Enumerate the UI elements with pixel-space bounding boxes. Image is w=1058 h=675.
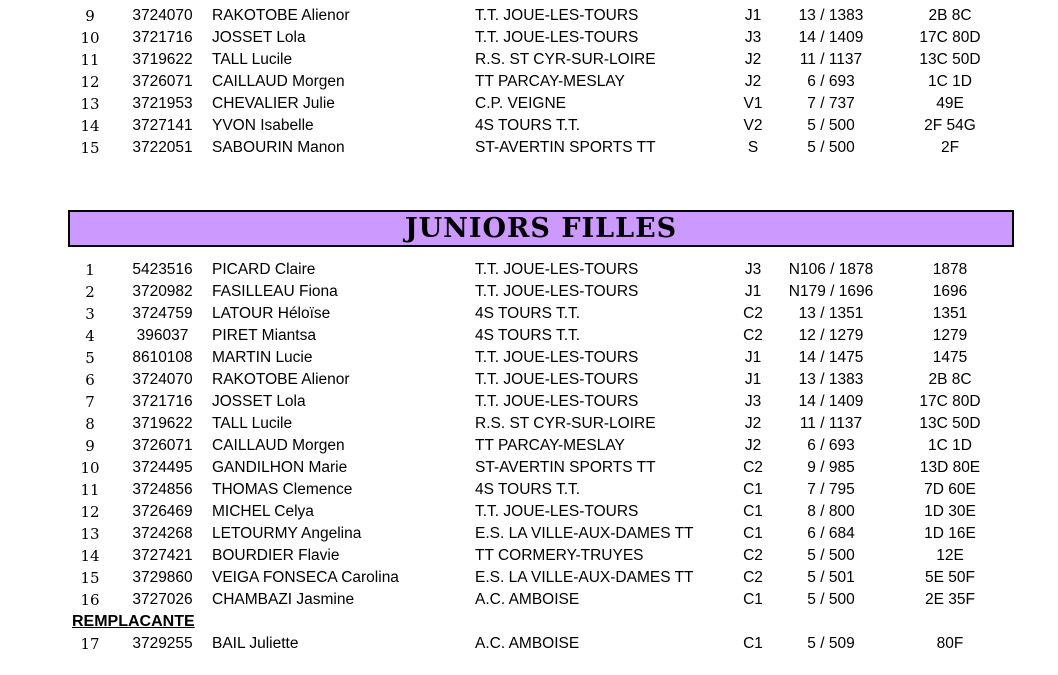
table-row: [0, 115, 1058, 137]
club-cell: ST-AVERTIN SPORTS TT: [475, 459, 656, 476]
player-name-cell: LETOURMY Angelina: [212, 525, 362, 542]
license-cell: 3720982: [132, 283, 193, 300]
points-cell: 5 / 500: [807, 117, 855, 134]
player-name-cell: MARTIN Lucie: [212, 349, 313, 366]
points-cell: 6 / 693: [807, 437, 855, 454]
license-cell: 3719622: [132, 415, 193, 432]
section-title: JUNIORS FILLES: [404, 213, 678, 244]
category-cell: J2: [744, 51, 762, 68]
result-cell: 2B 8C: [928, 371, 972, 388]
club-cell: T.T. JOUE-LES-TOURS: [475, 503, 639, 520]
result-cell: 12E: [936, 547, 964, 564]
player-name-cell: CAILLAUD Morgen: [212, 437, 345, 454]
rank-cell: 16: [80, 591, 100, 609]
rank-cell: 14: [80, 547, 100, 565]
result-cell: 1351: [932, 305, 968, 322]
player-name-cell: JOSSET Lola: [212, 393, 306, 410]
player-name-cell: PICARD Claire: [212, 261, 316, 278]
club-cell: E.S. LA VILLE-AUX-DAMES TT: [475, 525, 694, 542]
points-cell: 7 / 737: [807, 95, 855, 112]
license-cell: 3727026: [132, 591, 193, 608]
category-cell: J2: [744, 437, 762, 454]
rank-cell: 6: [85, 371, 95, 389]
license-cell: 3727421: [132, 547, 193, 564]
club-cell: C.P. VEIGNE: [475, 95, 567, 112]
rank-cell: 12: [80, 503, 100, 521]
category-cell: V1: [743, 95, 763, 112]
table-row: [0, 413, 1058, 435]
points-cell: 13 / 1383: [798, 371, 864, 388]
license-cell: 3727141: [132, 117, 193, 134]
rank-cell: 9: [85, 437, 95, 455]
player-name-cell: YVON Isabelle: [212, 117, 314, 134]
player-name-cell: THOMAS Clemence: [212, 481, 353, 498]
table-row: [0, 545, 1058, 567]
player-name-cell: TALL Lucile: [212, 415, 293, 432]
license-cell: 3726469: [132, 503, 193, 520]
result-cell: 2F: [940, 139, 960, 156]
result-cell: 13D 80E: [919, 459, 981, 476]
points-cell: 6 / 684: [807, 525, 855, 542]
category-cell: V2: [743, 117, 763, 134]
table-row: [0, 71, 1058, 93]
table-row: [0, 369, 1058, 391]
rank-cell: 9: [85, 7, 95, 25]
points-cell: 12 / 1279: [798, 327, 864, 344]
result-cell: 1D 16E: [924, 525, 976, 542]
category-cell: J3: [744, 393, 762, 410]
points-cell: 14 / 1409: [798, 29, 864, 46]
table-row: [0, 347, 1058, 369]
club-cell: TT CORMERY-TRUYES: [475, 547, 644, 564]
table-row: [0, 457, 1058, 479]
club-cell: 4S TOURS T.T.: [475, 305, 581, 322]
rank-cell: 2: [85, 283, 95, 301]
license-cell: 3724856: [132, 481, 193, 498]
category-cell: C1: [743, 481, 763, 498]
rank-cell: 4: [85, 327, 95, 345]
club-cell: TT PARCAY-MESLAY: [475, 437, 625, 454]
points-cell: 5 / 500: [807, 591, 855, 608]
club-cell: T.T. JOUE-LES-TOURS: [475, 393, 639, 410]
points-cell: 11 / 1137: [799, 51, 863, 68]
result-cell: 13C 50D: [919, 415, 981, 432]
category-cell: C1: [743, 525, 763, 542]
points-cell: 5 / 501: [807, 569, 855, 586]
result-cell: 13C 50D: [919, 51, 981, 68]
license-cell: 3722051: [132, 139, 193, 156]
table-row: [0, 303, 1058, 325]
rank-cell: 5: [85, 349, 95, 367]
result-cell: 7D 60E: [924, 481, 976, 498]
club-cell: A.C. AMBOISE: [475, 591, 580, 608]
license-cell: 3724070: [132, 371, 193, 388]
result-cell: 49E: [936, 95, 964, 112]
table-row: [0, 259, 1058, 281]
rank-cell: 1: [85, 261, 95, 279]
rank-cell: 13: [80, 525, 100, 543]
player-name-cell: CHAMBAZI Jasmine: [212, 591, 355, 608]
points-cell: 5 / 500: [807, 547, 855, 564]
player-name-cell: PIRET Miantsa: [212, 327, 316, 344]
table-row: [0, 391, 1058, 413]
points-cell: 14 / 1409: [798, 393, 864, 410]
result-cell: 1D 30E: [924, 503, 976, 520]
category-cell: C1: [743, 503, 763, 520]
rank-cell: 15: [80, 569, 100, 587]
license-cell: 5423516: [132, 261, 193, 278]
category-cell: C2: [743, 327, 763, 344]
club-cell: R.S. ST CYR-SUR-LOIRE: [475, 415, 656, 432]
player-name-cell: RAKOTOBE Alienor: [212, 371, 350, 388]
table-row: [0, 93, 1058, 115]
points-cell: N179 / 1696: [788, 283, 874, 300]
points-cell: 6 / 693: [807, 73, 855, 90]
result-cell: 1475: [932, 349, 968, 366]
rank-cell: 12: [80, 73, 100, 91]
club-cell: ST-AVERTIN SPORTS TT: [475, 139, 656, 156]
license-cell: 3729860: [132, 569, 193, 586]
result-cell: 17C 80D: [919, 29, 981, 46]
club-cell: T.T. JOUE-LES-TOURS: [475, 349, 639, 366]
category-cell: J2: [744, 73, 762, 90]
club-cell: T.T. JOUE-LES-TOURS: [475, 261, 639, 278]
club-cell: A.C. AMBOISE: [475, 635, 580, 652]
rank-cell: 11: [80, 51, 100, 69]
category-cell: J1: [744, 371, 762, 388]
table-row: [0, 435, 1058, 457]
license-cell: 3726071: [132, 73, 193, 90]
license-cell: 3726071: [132, 437, 193, 454]
player-name-cell: TALL Lucile: [212, 51, 293, 68]
player-name-cell: RAKOTOBE Alienor: [212, 7, 350, 24]
club-cell: 4S TOURS T.T.: [475, 481, 581, 498]
points-cell: 8 / 800: [807, 503, 855, 520]
club-cell: TT PARCAY-MESLAY: [475, 73, 625, 90]
points-cell: 5 / 500: [807, 139, 855, 156]
result-cell: 2F 54G: [924, 117, 976, 134]
category-cell: J1: [744, 7, 762, 24]
result-cell: 2B 8C: [928, 7, 972, 24]
player-name-cell: FASILLEAU Fiona: [212, 283, 338, 300]
license-cell: 3724268: [132, 525, 193, 542]
club-cell: T.T. JOUE-LES-TOURS: [475, 29, 639, 46]
club-cell: T.T. JOUE-LES-TOURS: [475, 7, 639, 24]
license-cell: 3721716: [132, 29, 193, 46]
result-cell: 5E 50F: [925, 569, 975, 586]
substitute-heading: REMPLACANTE: [72, 613, 195, 630]
category-cell: C2: [743, 459, 763, 476]
player-name-cell: JOSSET Lola: [212, 29, 306, 46]
table-row: [0, 27, 1058, 49]
club-cell: T.T. JOUE-LES-TOURS: [475, 283, 639, 300]
points-cell: 11 / 1137: [799, 415, 863, 432]
category-cell: C2: [743, 547, 763, 564]
table-row: [0, 523, 1058, 545]
category-cell: C1: [743, 591, 763, 608]
table-row: [0, 501, 1058, 523]
category-cell: J2: [744, 415, 762, 432]
table-row: [0, 5, 1058, 27]
points-cell: N106 / 1878: [788, 261, 874, 278]
rank-cell: 8: [85, 415, 95, 433]
points-cell: 7 / 795: [807, 481, 855, 498]
category-cell: C1: [743, 635, 763, 652]
section-banner: [68, 210, 1014, 247]
player-name-cell: SABOURIN Manon: [212, 139, 345, 156]
club-cell: E.S. LA VILLE-AUX-DAMES TT: [475, 569, 694, 586]
points-cell: 14 / 1475: [798, 349, 864, 366]
table-row: [0, 49, 1058, 71]
table-row: [0, 633, 1058, 655]
table-row: [0, 567, 1058, 589]
player-name-cell: BAIL Juliette: [212, 635, 299, 652]
table-row: [0, 589, 1058, 611]
rank-cell: 14: [80, 117, 100, 135]
club-cell: 4S TOURS T.T.: [475, 117, 581, 134]
player-name-cell: LATOUR Héloïse: [212, 305, 331, 322]
player-name-cell: BOURDIER Flavie: [212, 547, 340, 564]
category-cell: J1: [744, 349, 762, 366]
player-name-cell: CAILLAUD Morgen: [212, 73, 345, 90]
rank-cell: 11: [80, 481, 100, 499]
points-cell: 13 / 1351: [798, 305, 864, 322]
license-cell: 3729255: [132, 635, 193, 652]
rank-cell: 13: [80, 95, 100, 113]
player-name-cell: MICHEL Celya: [212, 503, 314, 520]
result-cell: 2E 35F: [925, 591, 975, 608]
player-name-cell: GANDILHON Marie: [212, 459, 348, 476]
rank-cell: 10: [80, 29, 100, 47]
license-cell: 3724759: [132, 305, 193, 322]
license-cell: 396037: [136, 327, 189, 344]
table-row: [0, 137, 1058, 159]
license-cell: 3724070: [132, 7, 193, 24]
points-cell: 9 / 985: [807, 459, 855, 476]
category-cell: J3: [744, 261, 762, 278]
table-row: [0, 281, 1058, 303]
rank-cell: 17: [80, 635, 100, 653]
club-cell: R.S. ST CYR-SUR-LOIRE: [475, 51, 656, 68]
table-row: [0, 479, 1058, 501]
table-row: [0, 325, 1058, 347]
category-cell: J3: [744, 29, 762, 46]
category-cell: J1: [744, 283, 762, 300]
player-name-cell: VEIGA FONSECA Carolina: [212, 569, 399, 586]
rank-cell: 3: [85, 305, 95, 323]
rank-cell: 10: [80, 459, 100, 477]
points-cell: 5 / 509: [807, 635, 855, 652]
category-cell: C2: [743, 305, 763, 322]
category-cell: C2: [743, 569, 763, 586]
license-cell: 8610108: [132, 349, 193, 366]
rank-cell: 15: [80, 139, 100, 157]
result-cell: 1878: [932, 261, 968, 278]
result-cell: 1279: [932, 327, 968, 344]
license-cell: 3721953: [132, 95, 193, 112]
result-cell: 80F: [936, 635, 964, 652]
category-cell: S: [747, 139, 759, 156]
rank-cell: 7: [85, 393, 95, 411]
club-cell: 4S TOURS T.T.: [475, 327, 581, 344]
license-cell: 3719622: [132, 51, 193, 68]
result-cell: 1696: [932, 283, 968, 300]
result-cell: 1C 1D: [928, 73, 972, 90]
club-cell: T.T. JOUE-LES-TOURS: [475, 371, 639, 388]
result-cell: 17C 80D: [919, 393, 981, 410]
points-cell: 13 / 1383: [798, 7, 864, 24]
license-cell: 3724495: [132, 459, 193, 476]
license-cell: 3721716: [132, 393, 193, 410]
result-cell: 1C 1D: [928, 437, 972, 454]
player-name-cell: CHEVALIER Julie: [212, 95, 335, 112]
